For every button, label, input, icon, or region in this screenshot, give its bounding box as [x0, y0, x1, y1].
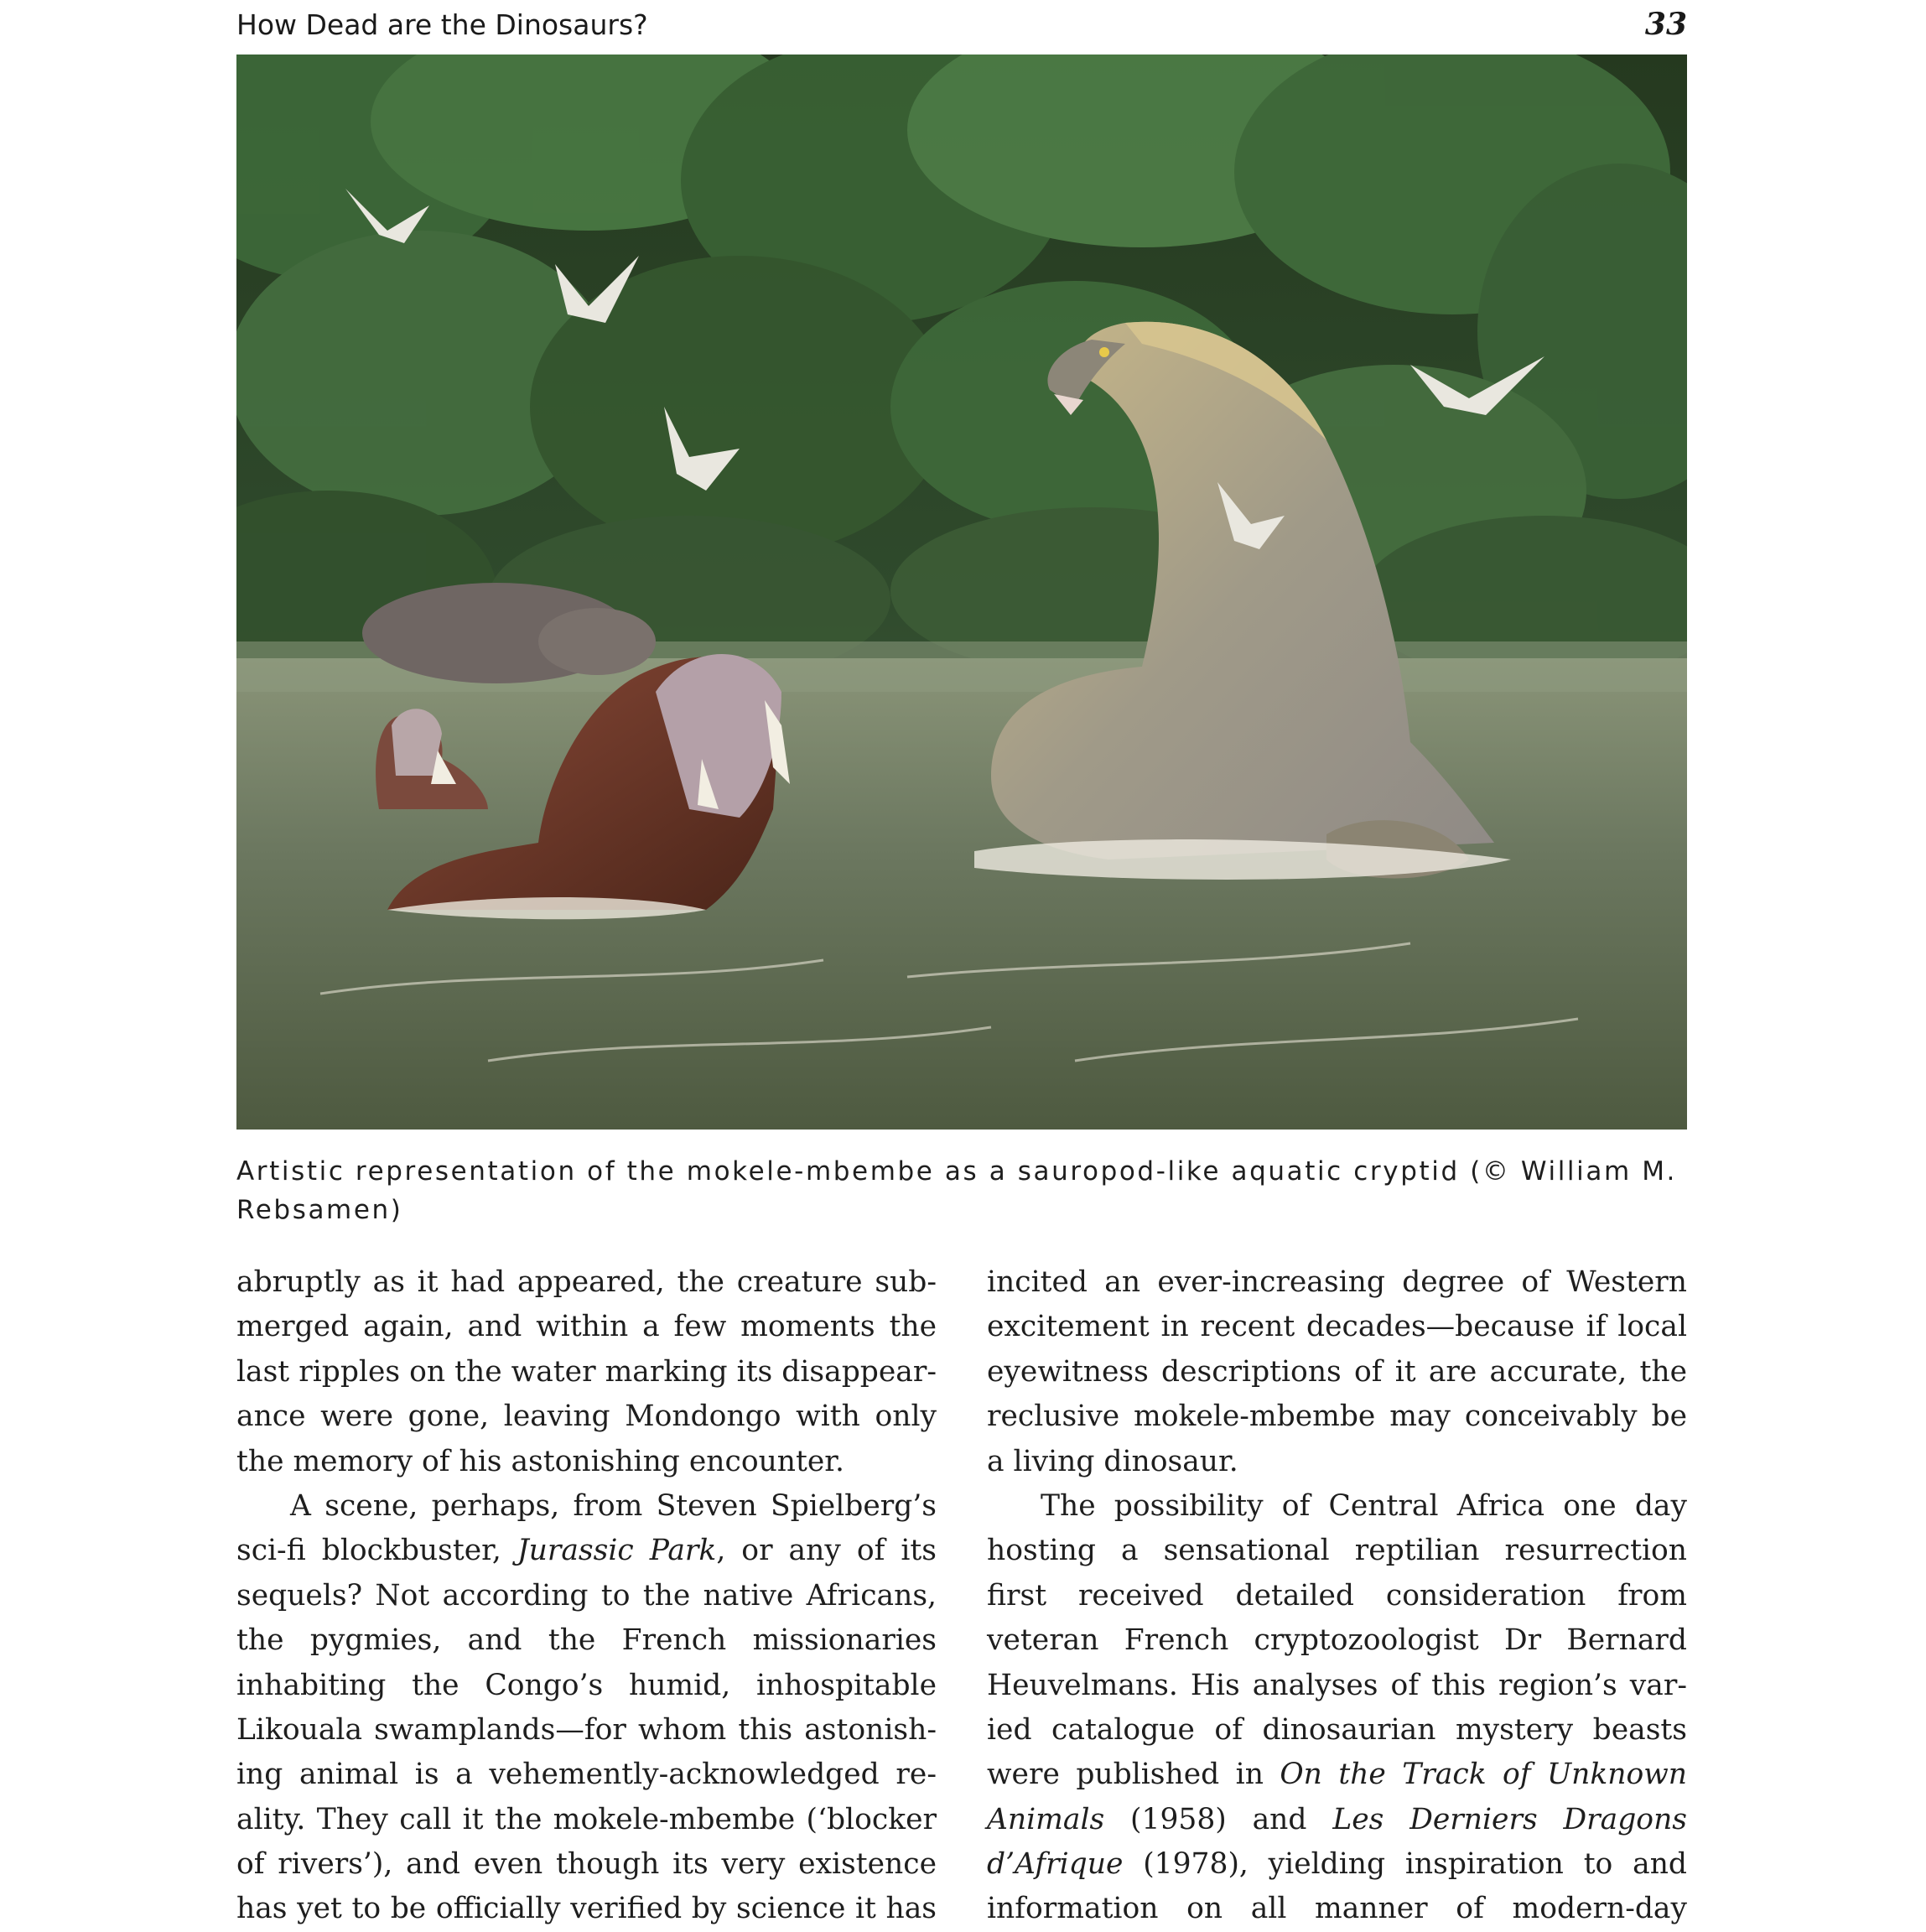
- text-line: Heuvelmans. His analyses of this region’s var-: [987, 1668, 1687, 1702]
- book-title: d’Afrique: [987, 1847, 1124, 1882]
- book-title: Les Derniers Dragons: [1332, 1802, 1688, 1836]
- text-run: sci-fi blockbuster,: [236, 1534, 517, 1568]
- text-line: incited an ever-increasing degree of Western: [987, 1265, 1687, 1299]
- page-number: 33: [1644, 7, 1687, 42]
- text-run: (1978), yielding inspiration to and: [1123, 1847, 1687, 1882]
- text-run: were published in: [987, 1758, 1280, 1792]
- running-title: How Dead are the Dinosaurs?: [236, 8, 648, 41]
- text-line: [987, 1798, 1687, 1842]
- text-line: last ripples on the water marking its disappear-: [236, 1354, 937, 1389]
- book-title: Animals: [987, 1802, 1105, 1836]
- text-line: the memory of his astonishing encounter.: [236, 1444, 844, 1478]
- text-line: ied catalogue of dinosaurian mystery beasts: [987, 1712, 1687, 1747]
- text-line: [987, 1753, 1687, 1797]
- text-line: of rivers’), and even though its very existence: [236, 1847, 937, 1882]
- text-line: a living dinosaur.: [987, 1444, 1238, 1478]
- text-line: sequels? Not according to the native Africans,: [236, 1578, 937, 1613]
- caption-line: Rebsamen): [236, 1195, 403, 1225]
- painting: [236, 55, 1687, 1130]
- text-run: (1958) and: [1104, 1802, 1333, 1836]
- text-line: hosting a sensational reptilian resurrection: [987, 1534, 1687, 1568]
- text-run: , or any of its: [716, 1534, 937, 1568]
- caption-line: Artistic representation of the mokele-mbembe as a sauropod-like aquatic cryptid (© William M.: [236, 1156, 1678, 1187]
- figure-caption: [236, 1152, 1687, 1229]
- text-line: veteran French cryptozoologist Dr Bernard: [987, 1623, 1687, 1658]
- running-head: [236, 3, 1687, 45]
- text-line: has yet to be officially verified by science it has: [236, 1892, 937, 1926]
- text-line: ing animal is a vehemently-acknowledged re-: [236, 1758, 937, 1792]
- text-line: first received detailed consideration from: [987, 1578, 1687, 1613]
- illustration-mokele-mbembe: [236, 55, 1687, 1130]
- text-line: inhabiting the Congo’s humid, inhospitable: [236, 1668, 937, 1702]
- text-line: [236, 1529, 937, 1573]
- text-line: the pygmies, and the French missionaries: [236, 1623, 937, 1658]
- text-line: ality. They call it the mokele-mbembe (‘blocker: [236, 1802, 937, 1836]
- book-title: On the Track of Unknown: [1280, 1758, 1687, 1792]
- text-line: reclusive mokele-mbembe may conceivably be: [987, 1400, 1687, 1434]
- text-line: [987, 1842, 1687, 1887]
- body-column-left: [236, 1260, 937, 1932]
- text-line: The possibility of Central Africa one day: [1041, 1488, 1687, 1523]
- text-line: abruptly as it had appeared, the creature sub-: [236, 1265, 937, 1299]
- text-line: A scene, perhaps, from Steven Spielberg’s: [290, 1488, 937, 1523]
- text-line: ance were gone, leaving Mondongo with only: [236, 1400, 937, 1434]
- text-line: merged again, and within a few moments the: [236, 1310, 937, 1344]
- text-line: eyewitness descriptions of it are accurate, the: [987, 1354, 1687, 1389]
- body-column-right: [987, 1260, 1687, 1932]
- text-line: information on all manner of modern-day: [987, 1892, 1687, 1926]
- book-title: Jurassic Park: [517, 1534, 717, 1568]
- text-line: Likouala swamplands—for whom this astonish-: [236, 1712, 937, 1747]
- text-line: excitement in recent decades—because if local: [987, 1310, 1687, 1344]
